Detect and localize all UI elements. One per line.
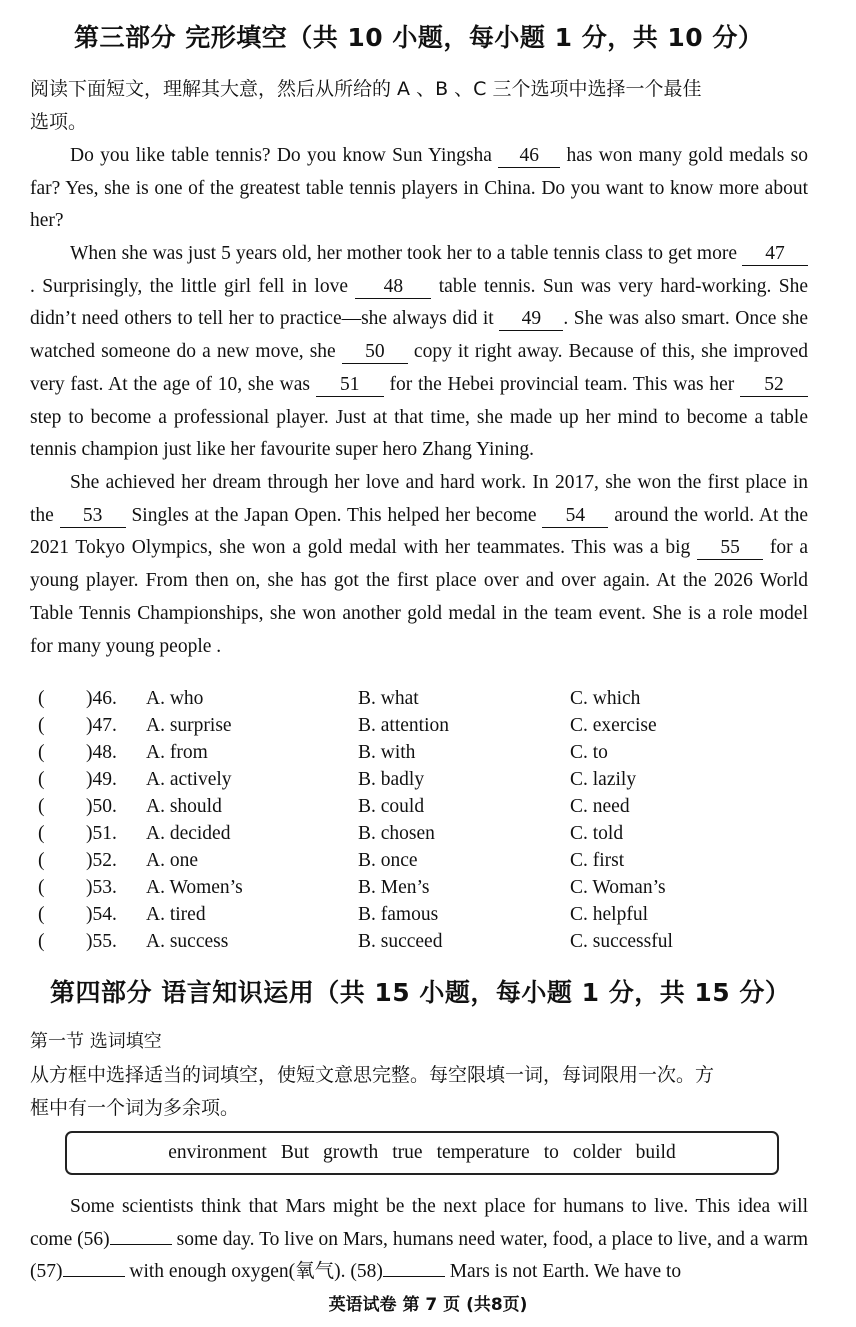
- option-b: B. could: [358, 796, 425, 817]
- passage-paragraph-2: When she was just 5 years old, her mother took her to a table tennis class to get more 47. Surprisingly, the little girl fell in love 48 table tennis. Sun was very hard-working. She didn’t need others to tell her to practice—she always did it 49 . She was also smart. Once she watched someone do a new move, she 50 copy it right away. Because of this, she improved very fast. At the age of 10, she was 51 for the Hebei provincial team. This was her 52 step to become a professional player. Just at that time, she made up her mind to become a table tennis champion just like her favourite super hero Zhang Yining.: [30, 243, 809, 461]
- answer-paren[interactable]: (: [38, 823, 45, 844]
- option-b: B. once: [358, 850, 418, 871]
- question-48: [30, 742, 810, 769]
- word-bank-item: colder: [572, 1142, 622, 1163]
- part3-title: 第三部分 完形填空（共 10 小题，每小题 1 分，共 10 分）: [74, 23, 764, 52]
- question-47: [30, 715, 810, 742]
- question-55: [30, 931, 810, 958]
- question-number: )53.: [86, 877, 117, 898]
- option-a: A. Women’s: [146, 877, 243, 898]
- option-a: A. from: [146, 742, 208, 763]
- option-c: C. which: [570, 688, 641, 709]
- answer-paren[interactable]: (: [38, 769, 45, 790]
- answer-paren[interactable]: (: [38, 904, 45, 925]
- blank-54: 54: [542, 505, 608, 528]
- option-c: C. helpful: [570, 904, 648, 925]
- option-c: C. exercise: [570, 715, 657, 736]
- page-footer: 英语试卷 第 7 页 (共8页): [328, 1295, 528, 1315]
- blank-49: 49: [499, 308, 563, 331]
- question-53: [30, 877, 810, 904]
- question-number: )48.: [86, 742, 117, 763]
- question-number: )49.: [86, 769, 117, 790]
- option-a: A. one: [146, 850, 198, 871]
- word-bank-item: But: [280, 1142, 310, 1163]
- passage-paragraph-3: She achieved her dream through her love and hard work. In 2017, she won the first place in the 53 Singles at the Japan Open. This helped her become 54 around the world. At the 2021 Tokyo Olympics, she won a gold medal with her teammates. This was a big 55 for a young player. From then on, she has got the first place over and over again. At the 2026 World Table Tennis Championships, she won another gold medal in the team event. She is a role model for many young people .: [30, 472, 809, 657]
- option-c: C. told: [570, 823, 624, 844]
- blank-48: 48: [355, 276, 431, 299]
- question-54: [30, 904, 810, 931]
- option-a: A. who: [146, 688, 204, 709]
- word-bank-item: temperature: [436, 1142, 530, 1163]
- part3-instruction-line1: 阅读下面短文，理解其大意，然后从所给的 A 、B 、C 三个选项中选择一个最佳: [30, 78, 702, 100]
- blank-51: 51: [316, 374, 384, 397]
- option-c: C. successful: [570, 931, 673, 952]
- blank-46: 46: [498, 145, 560, 168]
- part4-title: 第四部分 语言知识运用（共 15 小题，每小题 1 分，共 15 分）: [50, 978, 791, 1007]
- option-c: C. first: [570, 850, 625, 871]
- blank-56[interactable]: [110, 1226, 172, 1245]
- answer-paren[interactable]: (: [38, 850, 45, 871]
- word-bank-item: growth: [323, 1142, 379, 1163]
- blank-53: 53: [60, 505, 126, 528]
- part3-instruction-line2: 选项。: [30, 111, 88, 133]
- question-50: [30, 796, 810, 823]
- option-a: A. actively: [146, 769, 232, 790]
- answer-paren[interactable]: (: [38, 931, 45, 952]
- question-number: )52.: [86, 850, 117, 871]
- blank-52: 52: [740, 374, 808, 397]
- question-49: [30, 769, 810, 796]
- option-a: A. surprise: [146, 715, 232, 736]
- word-bank-item: build: [635, 1142, 676, 1163]
- part4-instruction-line2: 框中有一个词为多余项。: [30, 1097, 240, 1119]
- blank-58[interactable]: [383, 1258, 445, 1277]
- option-b: B. attention: [358, 715, 449, 736]
- question-52: [30, 850, 810, 877]
- word-bank-item: true: [392, 1142, 423, 1163]
- question-number: )50.: [86, 796, 117, 817]
- word-bank-item: environment: [168, 1142, 267, 1163]
- passage-paragraph-1: Do you like table tennis? Do you know Sun Yingsha 46 has won many gold medals so far? Yes, she is one of the greatest table tennis players in China. Do you want to know more about her?: [30, 145, 809, 232]
- option-c: C. need: [570, 796, 630, 817]
- option-c: C. lazily: [570, 769, 637, 790]
- blank-57[interactable]: [63, 1258, 125, 1277]
- part4-passage: Some scientists think that Mars might be the next place for humans to live. This idea will come (56) some day. To live on Mars, humans need water, food, a place to live, and a warm (57) with enough oxygen(氧气). (58) Mars is not Earth. We have to: [30, 1196, 808, 1283]
- answer-paren[interactable]: (: [38, 742, 45, 763]
- part4-instruction-line1: 从方框中选择适当的词填空，使短文意思完整。每空限填一词，每词限用一次。方: [30, 1064, 715, 1086]
- option-a: A. should: [146, 796, 222, 817]
- question-51: [30, 823, 810, 850]
- word-bank-item: to: [543, 1142, 559, 1163]
- answer-paren[interactable]: (: [38, 688, 45, 709]
- option-a: A. decided: [146, 823, 231, 844]
- option-b: B. Men’s: [358, 877, 430, 898]
- word-bank-box: [65, 1131, 779, 1175]
- answer-paren[interactable]: (: [38, 715, 45, 736]
- answer-paren[interactable]: (: [38, 877, 45, 898]
- option-b: B. succeed: [358, 931, 443, 952]
- option-c: C. Woman’s: [570, 877, 666, 898]
- blank-55: 55: [697, 537, 763, 560]
- question-number: )47.: [86, 715, 117, 736]
- question-number: )55.: [86, 931, 117, 952]
- option-b: B. what: [358, 688, 419, 709]
- option-b: B. famous: [358, 904, 439, 925]
- option-a: A. success: [146, 931, 229, 952]
- option-a: A. tired: [146, 904, 206, 925]
- option-c: C. to: [570, 742, 608, 763]
- blank-47: 47: [742, 243, 808, 266]
- option-b: B. with: [358, 742, 416, 763]
- option-b: B. chosen: [358, 823, 435, 844]
- question-number: )54.: [86, 904, 117, 925]
- question-number: )51.: [86, 823, 117, 844]
- part4-section1-title: 第一节 选词填空: [30, 1031, 162, 1052]
- option-b: B. badly: [358, 769, 425, 790]
- answer-paren[interactable]: (: [38, 796, 45, 817]
- question-46: [30, 688, 810, 715]
- blank-50: 50: [342, 341, 408, 364]
- question-number: )46.: [86, 688, 117, 709]
